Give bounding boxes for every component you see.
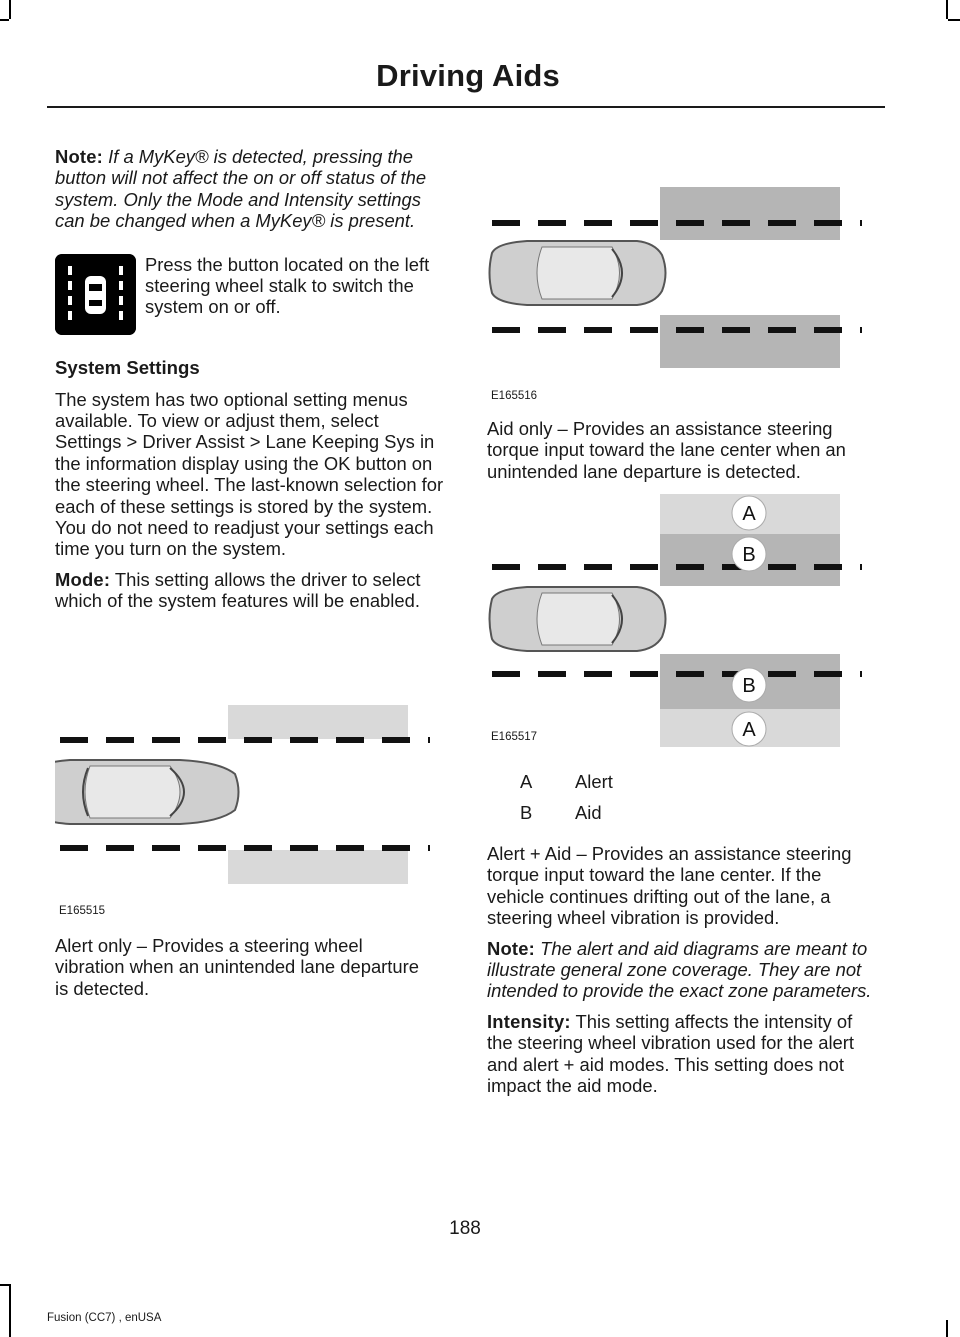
alert-only-paragraph: Alert only – Provides a steering wheel vibration when an unintended lane departure is detected. <box>55 935 419 999</box>
legend-value: Alert <box>575 771 613 792</box>
svg-text:B: B <box>742 544 756 566</box>
page-title: Driving Aids <box>376 58 560 93</box>
car-image <box>490 241 666 305</box>
callout-b-top <box>732 537 766 571</box>
car-image <box>55 760 239 824</box>
intensity-label: Intensity: <box>487 1010 571 1032</box>
callout-b-bottom <box>732 668 766 702</box>
left-column <box>55 146 447 621</box>
figure-id: E165515 <box>59 905 106 917</box>
callout-a-top <box>732 496 766 530</box>
note-label: Note: <box>487 937 535 959</box>
legend-key: A <box>520 771 533 792</box>
alert-aid-paragraph: Alert + Aid – Provides an assistance steering torque input toward the lane center. If the vehicle continues drifting out of the lane, a steering wheel vibration is provided. <box>487 843 852 929</box>
header-rule <box>47 106 885 108</box>
crop-mark <box>946 0 948 19</box>
note-paragraph <box>55 146 447 232</box>
figure-aid-only <box>487 185 867 375</box>
lane-keeping-icon <box>55 254 136 335</box>
crop-mark <box>9 1284 11 1337</box>
legend-row <box>487 802 879 824</box>
note-paragraph-2 <box>487 938 879 1002</box>
mode-label: Mode: <box>55 568 111 590</box>
note-label: Note: <box>55 146 103 167</box>
mode-paragraph <box>55 569 447 612</box>
settings-paragraph: The system has two optional setting menus available. To view or adjust them, select Settings > Driver Assist > Lane Keeping Sys in the information display using the OK button on the steering wheel. The last-known selection for each of these settings is stored by the system. You do not need to readjust your settings each time you turn on the system. <box>55 388 444 560</box>
svg-text:B: B <box>742 675 756 697</box>
figure-alert-only <box>55 700 435 890</box>
button-instruction <box>55 254 447 335</box>
figure-id: E165517 <box>491 731 538 743</box>
intensity-text: This setting affects the intensity of the steering wheel vibration used for the alert and alert + aid modes. This setting does not impact the aid mode. <box>487 1010 855 1097</box>
legend-key: B <box>520 802 533 823</box>
note-text: If a MyKey® is detected, pressing the button will not affect the on or off status of the system. Only the Mode and Intensity settings can be changed when a MyKey® is present. <box>55 146 427 232</box>
legend <box>487 771 879 833</box>
figure-id: E165516 <box>491 390 538 402</box>
car-image <box>490 587 666 651</box>
aid-only-paragraph: Aid only – Provides an assistance steering torque input toward the lane center when an unintended lane departure is detected. <box>487 418 846 482</box>
crop-mark <box>9 0 11 19</box>
callout-a-bottom <box>732 712 766 746</box>
crop-mark <box>0 19 9 21</box>
figure-alert-aid-zones <box>487 492 867 752</box>
section-heading: System Settings <box>55 356 200 378</box>
footer-text: Fusion (CC7) , enUSA <box>47 1312 162 1324</box>
svg-text:A: A <box>742 719 756 741</box>
mode-text: This setting allows the driver to select which of the system features will be enabled. <box>55 568 421 612</box>
page-number: 188 <box>449 1218 481 1239</box>
icon-instruction-text: Press the button located on the left steering wheel stalk to switch the system on or off. <box>145 253 430 318</box>
legend-value: Aid <box>575 802 602 823</box>
right-lower-text <box>487 843 879 1105</box>
crop-mark <box>946 1320 948 1337</box>
crop-mark <box>0 1284 9 1286</box>
note-text: The alert and aid diagrams are meant to illustrate general zone coverage. They are not intended to provide the exact zone parameters. <box>487 937 872 1002</box>
crop-mark <box>948 19 960 21</box>
intensity-paragraph <box>487 1011 879 1097</box>
legend-row <box>487 771 879 793</box>
svg-text:A: A <box>742 503 756 525</box>
